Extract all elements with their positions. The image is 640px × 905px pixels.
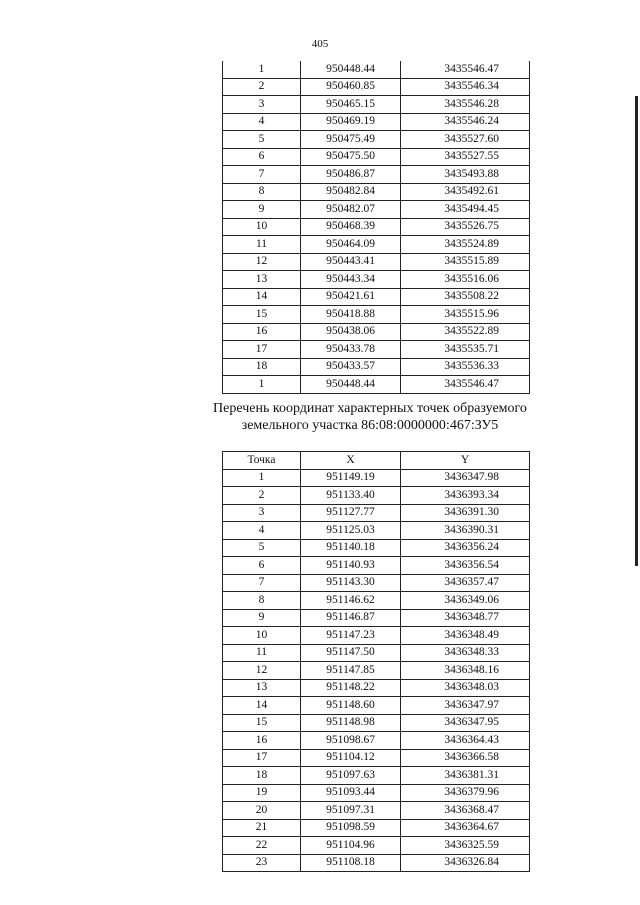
x-coordinate-cell: 951147.50 — [301, 644, 401, 662]
point-number-cell: 17 — [223, 341, 301, 359]
point-number-cell: 10 — [223, 627, 301, 645]
y-coordinate-cell: 3436379.96 — [401, 784, 530, 802]
column-header-point: Точка — [223, 452, 301, 470]
point-number-cell: 4 — [223, 522, 301, 540]
table-row — [223, 732, 530, 750]
table-row — [223, 218, 530, 236]
y-coordinate-cell: 3436391.30 — [401, 504, 530, 522]
y-coordinate-cell: 3436347.95 — [401, 714, 530, 732]
point-number-cell: 15 — [223, 306, 301, 324]
table-row — [223, 504, 530, 522]
point-number-cell: 7 — [223, 574, 301, 592]
x-coordinate-cell: 950443.34 — [301, 271, 401, 289]
x-coordinate-cell: 951093.44 — [301, 784, 401, 802]
point-number-cell: 16 — [223, 323, 301, 341]
column-header-x: X — [301, 452, 401, 470]
x-coordinate-cell: 951149.19 — [301, 469, 401, 487]
x-coordinate-cell: 951148.22 — [301, 679, 401, 697]
y-coordinate-cell: 3435508.22 — [401, 288, 530, 306]
table-row — [223, 306, 530, 324]
point-number-cell: 5 — [223, 131, 301, 149]
y-coordinate-cell: 3435515.89 — [401, 253, 530, 271]
table-row — [223, 113, 530, 131]
x-coordinate-cell: 950475.50 — [301, 148, 401, 166]
table-row — [223, 166, 530, 184]
column-header-y: Y — [401, 452, 530, 470]
point-number-cell: 3 — [223, 96, 301, 114]
point-number-cell: 12 — [223, 662, 301, 680]
x-coordinate-cell: 950468.39 — [301, 218, 401, 236]
page-number: 405 — [311, 38, 329, 50]
y-coordinate-cell: 3436356.24 — [401, 539, 530, 557]
x-coordinate-cell: 951140.93 — [301, 557, 401, 575]
y-coordinate-cell: 3436364.67 — [401, 819, 530, 837]
point-number-cell: 18 — [223, 767, 301, 785]
x-coordinate-cell: 950433.78 — [301, 341, 401, 359]
table-row — [223, 749, 530, 767]
point-number-cell: 22 — [223, 837, 301, 855]
y-coordinate-cell: 3436347.98 — [401, 469, 530, 487]
coordinates-table-body — [223, 469, 530, 872]
table-header-row — [223, 452, 530, 470]
x-coordinate-cell: 950418.88 — [301, 306, 401, 324]
y-coordinate-cell: 3435546.34 — [401, 78, 530, 96]
scan-edge-mark — [635, 96, 638, 566]
y-coordinate-cell: 3436390.31 — [401, 522, 530, 540]
x-coordinate-cell: 951108.18 — [301, 854, 401, 872]
table-row — [223, 522, 530, 540]
table-row — [223, 592, 530, 610]
point-number-cell: 1 — [223, 376, 301, 394]
coordinates-table-body — [223, 61, 530, 393]
point-number-cell: 1 — [223, 61, 301, 78]
x-coordinate-cell: 951097.31 — [301, 802, 401, 820]
table-row — [223, 201, 530, 219]
table-row — [223, 837, 530, 855]
table-row — [223, 341, 530, 359]
y-coordinate-cell: 3436368.47 — [401, 802, 530, 820]
y-coordinate-cell: 3436326.84 — [401, 854, 530, 872]
table-row — [223, 376, 530, 394]
x-coordinate-cell: 951146.87 — [301, 609, 401, 627]
point-number-cell: 8 — [223, 183, 301, 201]
table-row — [223, 644, 530, 662]
table-row — [223, 627, 530, 645]
table-row — [223, 714, 530, 732]
y-coordinate-cell: 3435535.71 — [401, 341, 530, 359]
x-coordinate-cell: 951147.23 — [301, 627, 401, 645]
coordinates-table-continued — [222, 61, 530, 394]
x-coordinate-cell: 950421.61 — [301, 288, 401, 306]
y-coordinate-cell: 3436348.77 — [401, 609, 530, 627]
point-number-cell: 1 — [223, 469, 301, 487]
table-row — [223, 679, 530, 697]
y-coordinate-cell: 3435493.88 — [401, 166, 530, 184]
y-coordinate-cell: 3436325.59 — [401, 837, 530, 855]
point-number-cell: 13 — [223, 271, 301, 289]
x-coordinate-cell: 951140.18 — [301, 539, 401, 557]
y-coordinate-cell: 3436381.31 — [401, 767, 530, 785]
point-number-cell: 14 — [223, 288, 301, 306]
x-coordinate-cell: 950482.07 — [301, 201, 401, 219]
x-coordinate-cell: 950448.44 — [301, 61, 401, 78]
heading-line-1: Перечень координат характерных точек образуемого — [213, 401, 527, 416]
x-coordinate-cell: 950438.06 — [301, 323, 401, 341]
point-number-cell: 6 — [223, 557, 301, 575]
point-number-cell: 5 — [223, 539, 301, 557]
section-heading — [140, 400, 600, 434]
point-number-cell: 9 — [223, 201, 301, 219]
coordinates-table — [222, 451, 530, 872]
point-number-cell: 10 — [223, 218, 301, 236]
table-row — [223, 96, 530, 114]
y-coordinate-cell: 3436393.34 — [401, 487, 530, 505]
point-number-cell: 11 — [223, 644, 301, 662]
y-coordinate-cell: 3435515.96 — [401, 306, 530, 324]
x-coordinate-cell: 951104.12 — [301, 749, 401, 767]
point-number-cell: 2 — [223, 487, 301, 505]
point-number-cell: 3 — [223, 504, 301, 522]
heading-line-2: земельного участка 86:08:0000000:467:ЗУ5 — [241, 418, 499, 433]
point-number-cell: 4 — [223, 113, 301, 131]
table-row — [223, 78, 530, 96]
point-number-cell: 12 — [223, 253, 301, 271]
x-coordinate-cell: 951133.40 — [301, 487, 401, 505]
x-coordinate-cell: 950464.09 — [301, 236, 401, 254]
y-coordinate-cell: 3435546.24 — [401, 113, 530, 131]
table-row — [223, 767, 530, 785]
table-row — [223, 784, 530, 802]
x-coordinate-cell: 950443.41 — [301, 253, 401, 271]
x-coordinate-cell: 951146.62 — [301, 592, 401, 610]
table-row — [223, 288, 530, 306]
y-coordinate-cell: 3436348.03 — [401, 679, 530, 697]
table-row — [223, 271, 530, 289]
x-coordinate-cell: 951104.96 — [301, 837, 401, 855]
point-number-cell: 20 — [223, 802, 301, 820]
x-coordinate-cell: 950486.87 — [301, 166, 401, 184]
point-number-cell: 2 — [223, 78, 301, 96]
table-row — [223, 574, 530, 592]
table-row — [223, 697, 530, 715]
point-number-cell: 19 — [223, 784, 301, 802]
y-coordinate-cell: 3435494.45 — [401, 201, 530, 219]
point-number-cell: 17 — [223, 749, 301, 767]
point-number-cell: 21 — [223, 819, 301, 837]
y-coordinate-cell: 3435536.33 — [401, 358, 530, 376]
y-coordinate-cell: 3436348.33 — [401, 644, 530, 662]
y-coordinate-cell: 3435527.55 — [401, 148, 530, 166]
table-row — [223, 358, 530, 376]
y-coordinate-cell: 3435516.06 — [401, 271, 530, 289]
y-coordinate-cell: 3436349.06 — [401, 592, 530, 610]
point-number-cell: 6 — [223, 148, 301, 166]
y-coordinate-cell: 3436366.58 — [401, 749, 530, 767]
x-coordinate-cell: 950433.57 — [301, 358, 401, 376]
x-coordinate-cell: 950448.44 — [301, 376, 401, 394]
x-coordinate-cell: 951098.59 — [301, 819, 401, 837]
x-coordinate-cell: 951148.98 — [301, 714, 401, 732]
y-coordinate-cell: 3435527.60 — [401, 131, 530, 149]
point-number-cell: 8 — [223, 592, 301, 610]
table-row — [223, 236, 530, 254]
y-coordinate-cell: 3436348.16 — [401, 662, 530, 680]
point-number-cell: 16 — [223, 732, 301, 750]
y-coordinate-cell: 3435492.61 — [401, 183, 530, 201]
point-number-cell: 7 — [223, 166, 301, 184]
table-row — [223, 253, 530, 271]
x-coordinate-cell: 951127.77 — [301, 504, 401, 522]
point-number-cell: 15 — [223, 714, 301, 732]
table-row — [223, 487, 530, 505]
x-coordinate-cell: 950469.19 — [301, 113, 401, 131]
x-coordinate-cell: 951125.03 — [301, 522, 401, 540]
table-row — [223, 802, 530, 820]
point-number-cell: 13 — [223, 679, 301, 697]
point-number-cell: 14 — [223, 697, 301, 715]
x-coordinate-cell: 951098.67 — [301, 732, 401, 750]
table-row — [223, 469, 530, 487]
point-number-cell: 18 — [223, 358, 301, 376]
y-coordinate-cell: 3435522.89 — [401, 323, 530, 341]
table-row — [223, 131, 530, 149]
x-coordinate-cell: 951147.85 — [301, 662, 401, 680]
y-coordinate-cell: 3436364.43 — [401, 732, 530, 750]
point-number-cell: 11 — [223, 236, 301, 254]
y-coordinate-cell: 3436348.49 — [401, 627, 530, 645]
y-coordinate-cell: 3436357.47 — [401, 574, 530, 592]
x-coordinate-cell: 951148.60 — [301, 697, 401, 715]
y-coordinate-cell: 3435546.47 — [401, 376, 530, 394]
y-coordinate-cell: 3436347.97 — [401, 697, 530, 715]
table-row — [223, 557, 530, 575]
x-coordinate-cell: 950475.49 — [301, 131, 401, 149]
x-coordinate-cell: 951097.63 — [301, 767, 401, 785]
table-row — [223, 539, 530, 557]
table-row — [223, 819, 530, 837]
point-number-cell: 9 — [223, 609, 301, 627]
table-row — [223, 662, 530, 680]
x-coordinate-cell: 950465.15 — [301, 96, 401, 114]
table-row — [223, 609, 530, 627]
x-coordinate-cell: 950460.85 — [301, 78, 401, 96]
point-number-cell: 23 — [223, 854, 301, 872]
y-coordinate-cell: 3436356.54 — [401, 557, 530, 575]
table-row — [223, 323, 530, 341]
x-coordinate-cell: 950482.84 — [301, 183, 401, 201]
x-coordinate-cell: 951143.30 — [301, 574, 401, 592]
y-coordinate-cell: 3435546.47 — [401, 61, 530, 78]
table-row — [223, 148, 530, 166]
y-coordinate-cell: 3435546.28 — [401, 96, 530, 114]
table-row — [223, 61, 530, 78]
table-row — [223, 183, 530, 201]
y-coordinate-cell: 3435526.75 — [401, 218, 530, 236]
table-row — [223, 854, 530, 872]
y-coordinate-cell: 3435524.89 — [401, 236, 530, 254]
